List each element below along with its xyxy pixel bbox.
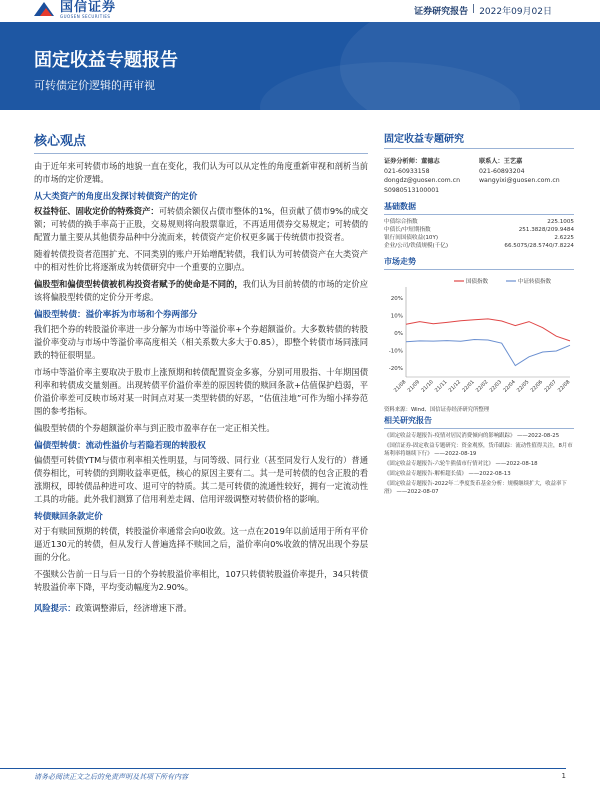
data-value: 225.1005 <box>547 219 574 225</box>
basic-data-table <box>384 218 574 250</box>
paragraph: 对于有赎回预期的转债，转股溢价率通常会向0收敛。这一点在2019年以前适用于所有平价逼近130元的转债，但从发行人普遍选择不赎回之后，溢价率向0%收敛的情况出现个券层面的分化。 <box>34 526 368 562</box>
data-row <box>384 226 574 234</box>
paragraph: 偏债型可转债YTM与债市利率相关性明显，与同等级、同行业（甚至同发行人发行的）普通债券相比，可转债的到期收益率更低，核心的原因主要有二。其一是可转债的包含正股的看涨期权，即转债品种进可攻、退可守的特质。其二是可转债的流通性较好，拥有一定流动性工具的功能。此外我们测算了信用利差走阔、信用评级调整对转债价格的影响。 <box>34 455 368 504</box>
paragraph: 市场中等溢价率主要取决于股市上涨预期和转债配置资金多寡，分别可用股指、十年期国债利率和转债成交量刻画。出现转债平价溢价率差的原因转债的赎回条款+估值保护趋弱，平价溢价率差可反映市场对某一时间点对某一类型转债的好恶，“估值洼地”可作为缩小择券范围的参考指标。 <box>34 367 368 416</box>
contact-phone: 021-60893204 <box>479 167 525 175</box>
paragraph: 随着转债投资者范围扩充、不同类别的账户开始增配转债，我们认为可转债资产在大类资产中的相对性价比将逐渐成为转债研究中一个重要的立脚点。 <box>34 249 368 272</box>
contact-label: 联系人： <box>479 158 504 165</box>
analyst-1 <box>384 157 479 195</box>
x-tick-label: 21/08 <box>392 379 408 394</box>
chart-svg <box>384 273 574 405</box>
risk-label: 风险提示： <box>34 603 76 613</box>
chart-source: 资料来源：Wind、国信证券经济研究所整理 <box>384 407 490 413</box>
data-key: 企业/公司/铁债规模(千亿) <box>384 243 449 249</box>
contact-name: 王艺嘉 <box>503 158 523 165</box>
header-divider: | <box>472 4 476 14</box>
section-heading: 从大类资产的角度出发探讨转债资产的定价 <box>34 192 198 202</box>
main-column <box>34 130 368 619</box>
y-tick-label: 20% <box>390 295 403 302</box>
related-report[interactable]: 《固定收益专题报告-解析超长债》 ——2022-08-13 <box>384 471 511 477</box>
analyst-2 <box>479 157 574 195</box>
x-tick-label: 21/12 <box>447 379 463 394</box>
section-heading: 偏债型转债：流动性溢价与若隐若现的转股权 <box>34 441 206 451</box>
analyst-cert: S0980513100001 <box>384 186 440 194</box>
analyst-phone: 021-60933158 <box>384 167 430 175</box>
legend-label: 国债指数 <box>466 279 489 285</box>
y-tick-label: 0% <box>394 331 403 337</box>
logo-en: GUOSEN SECURITIES <box>60 14 111 19</box>
data-value: 251.3828/209.9484 <box>518 227 574 233</box>
market-trend-heading: 市场走势 <box>384 256 574 270</box>
risk-note <box>34 602 368 615</box>
logo-mark-icon <box>34 2 54 18</box>
analyst-info <box>384 157 574 195</box>
legend-label: 中证转债指数 <box>518 279 552 285</box>
top-header <box>0 0 600 22</box>
footer-rule <box>0 768 34 769</box>
market-trend-chart <box>384 273 574 405</box>
data-key: 中债综合指数 <box>384 219 418 225</box>
basic-data-heading: 基础数据 <box>384 201 574 215</box>
contact-email[interactable]: wangyixi@guosen.com.cn <box>479 177 560 184</box>
x-tick-label: 22/08 <box>556 379 572 394</box>
bold-lead: 偏股型和偏债型转债被机构投资者赋予的使命是不同的， <box>34 279 243 289</box>
paragraph <box>34 205 368 244</box>
x-tick-label: 21/09 <box>406 379 422 394</box>
data-row <box>384 234 574 242</box>
series-line <box>406 319 570 341</box>
data-value: 66.5075/28.5740/7.8224 <box>504 243 574 249</box>
company-logo <box>34 0 116 20</box>
analyst-label: 证券分析师： <box>384 158 422 165</box>
section-heading: 偏股型转债：溢价率拆为市场和个券两部分 <box>34 310 198 320</box>
sidebar-column <box>384 130 574 498</box>
section-heading: 转债赎回条款定价 <box>34 512 103 522</box>
related-report[interactable]: 《固定收益专题报告-2022年二季度货币基金分析：规模继续扩大，收益率下滑》 ——2022-08-07 <box>384 481 567 495</box>
data-row <box>384 218 574 226</box>
paragraph <box>34 278 368 304</box>
related-report[interactable]: 《固定收益专题报告-六轮牛熊债市行情对比》 ——2022-08-18 <box>384 461 538 467</box>
x-tick-label: 22/03 <box>488 379 504 394</box>
logo-cn: 国信证券 <box>60 0 117 15</box>
page-number: 1 <box>561 772 566 780</box>
x-tick-label: 22/04 <box>502 379 517 394</box>
core-heading: 核心观点 <box>34 130 368 154</box>
sidebar-title: 固定收益专题研究 <box>384 130 574 149</box>
footer-rule <box>34 768 566 769</box>
intro-paragraph: 由于近年来可转债市场的地貌一直在变化，我们认为可以从定性的角度重新审视和剖析当前的市场的定价逻辑。 <box>34 161 368 184</box>
analyst-name: 董德志 <box>421 158 440 165</box>
x-tick-label: 22/02 <box>474 379 490 394</box>
report-title: 固定收益专题报告 <box>34 50 178 71</box>
related-report[interactable]: 《国信证券-固定收益专题研究：资金观察，货币跟踪：流动性值得关注，8月市场利率将继续下行》 ——2022-08-19 <box>384 443 573 457</box>
series-line <box>406 340 570 366</box>
report-date: 2022年09月02日 <box>479 7 552 17</box>
paragraph-text: 我们认为目前转债的市场的定价应该将偏股型转债的定价分开考虑。 <box>34 279 368 302</box>
x-tick-label: 22/05 <box>515 379 531 394</box>
x-tick-label: 22/07 <box>543 379 558 394</box>
analyst-email[interactable]: dongdz@guosen.com.cn <box>384 177 460 184</box>
paragraph: 我们把个券的转股溢价率进一步分解为市场中等溢价率+个券超额溢价。大多数转债的转股溢价率变动与市场中等溢价率高度相关（相关系数大多大于0.85），即整个转债市场同涨同跌的特征很明显。 <box>34 324 368 360</box>
data-row <box>384 242 574 250</box>
related-heading: 相关研究报告 <box>384 415 574 429</box>
related-list <box>384 432 574 496</box>
x-tick-label: 21/11 <box>433 379 449 394</box>
related-report[interactable]: 《固定收益专题报告-疫情对居民消费倾向的影响跟踪》 ——2022-08-25 <box>384 433 560 439</box>
report-subtitle: 可转债定价逻辑的再审视 <box>34 79 155 92</box>
bold-lead: 权益特征、固收定价的特殊资产： <box>34 206 159 216</box>
footer-disclaimer: 请务必阅读正文之后的免责声明及其项下所有内容 <box>34 773 188 781</box>
paragraph-text: 可转债余额仅占债市整体的1%，但贡献了债市9%的成交额；可转债的换手率高于正股，交易规则将向股票靠近，不再适用债券交易规定；可转债的配置力量主要从其他债券品种中分流而来，转债资产定价权更多属于传统债市投资者。 <box>34 206 368 242</box>
header-right <box>414 4 552 17</box>
paragraph: 不强赎公告前一日与后一日的个券转股溢价率相比，107只转债转股溢价率提升，34只转债转股溢价率下降，平均变动幅度为2.90%。 <box>34 569 368 592</box>
data-value: 2.6225 <box>554 235 574 241</box>
title-banner <box>0 22 600 110</box>
x-tick-label: 22/01 <box>461 379 476 394</box>
y-tick-label: 10% <box>390 313 403 320</box>
x-tick-label: 22/06 <box>529 379 545 394</box>
y-tick-label: -20% <box>388 366 403 373</box>
y-tick-label: -10% <box>388 348 403 355</box>
x-tick-label: 21/10 <box>420 379 435 394</box>
paragraph: 偏股型转债的个券超额溢价率与到正股市盈率存在一定正相关性。 <box>34 423 275 433</box>
report-type: 证券研究报告 <box>414 7 469 17</box>
data-key: 银行间国债收益(10Y) <box>384 235 439 241</box>
data-key: 中债长/中短期指数 <box>384 227 431 233</box>
risk-text: 政策调整滞后，经济增速下滑。 <box>75 603 192 613</box>
